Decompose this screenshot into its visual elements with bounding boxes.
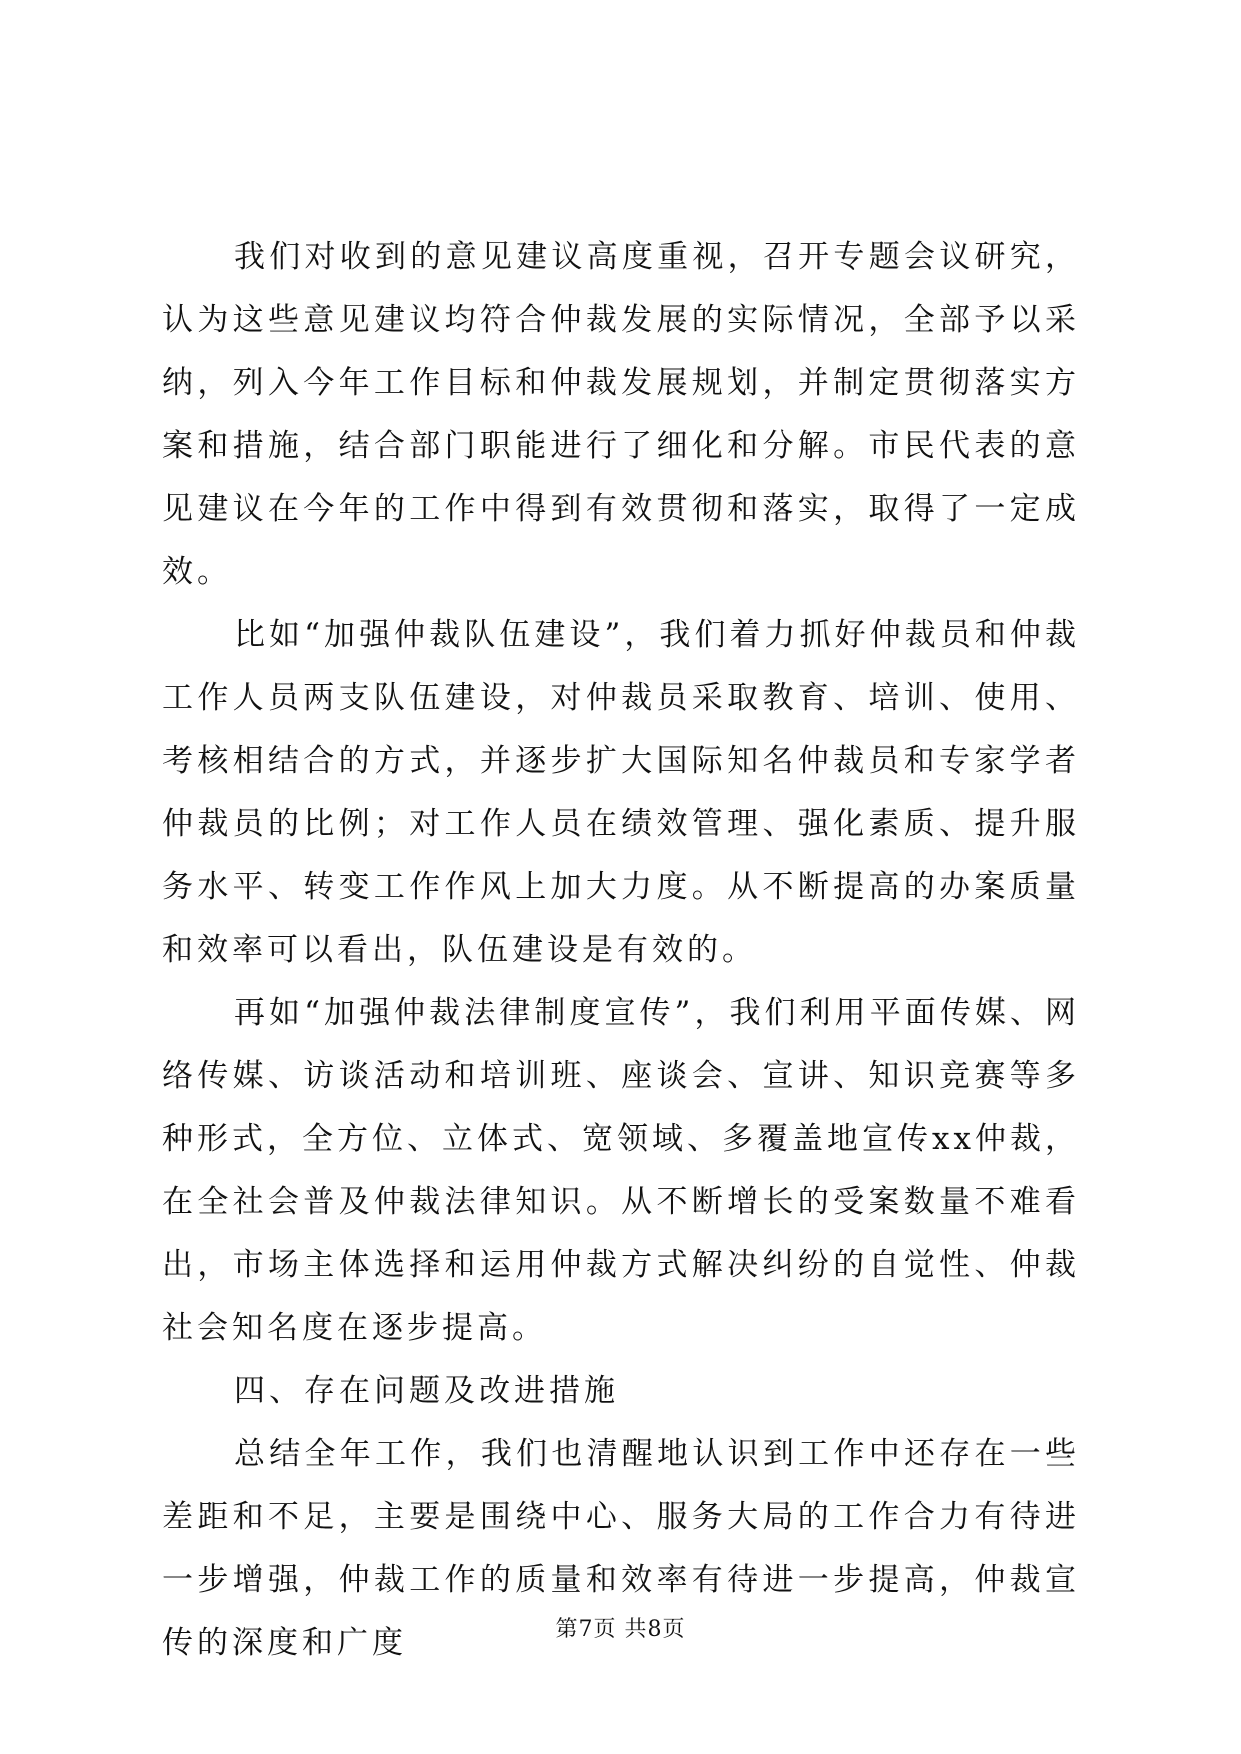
paragraph-legal-publicity: 再如“加强仲裁法律制度宣传”，我们利用平面传媒、网络传媒、访谈活动和培训班、座谈会、宣讲、知识竞赛等多种形式，全方位、立体式、宽领域、多覆盖地宣传xx仲裁，在全社会普及仲裁法律知识。从不断增长的受案数量不难看出，市场主体选择和运用仲裁方式解决纠纷的自觉性、仲裁社会知名度在逐步提高。 — [162, 995, 1080, 1346]
page-footer: 第7页 共8页 — [555, 1617, 686, 1642]
document-body — [162, 226, 1080, 1675]
paragraph-opinions-adopted: 我们对收到的意见建议高度重视，召开专题会议研究，认为这些意见建议均符合仲裁发展的实际情况，全部予以采纳，列入今年工作目标和仲裁发展规划，并制定贯彻落实方案和措施，结合部门职能进行了细化和分解。市民代表的意见建议在今年的工作中得到有效贯彻和落实，取得了一定成效。 — [162, 239, 1080, 590]
paragraph-summary: 总结全年工作，我们也清醒地认识到工作中还存在一些差距和不足，主要是围绕中心、服务大局的工作合力有待进一步增强，仲裁工作的质量和效率有待进一步提高，仲裁宣传的深度和广度 — [162, 1436, 1080, 1661]
section-heading-problems: 四、存在问题及改进措施 — [234, 1373, 619, 1409]
paragraph-team-building: 比如“加强仲裁队伍建设”，我们着力抓好仲裁员和仲裁工作人员两支队伍建设，对仲裁员采取教育、培训、使用、考核相结合的方式，并逐步扩大国际知名仲裁员和专家学者仲裁员的比例；对工作人员在绩效管理、强化素质、提升服务水平、转变工作作风上加大力度。从不断提高的办案质量和效率可以看出，队伍建设是有效的。 — [162, 617, 1080, 968]
